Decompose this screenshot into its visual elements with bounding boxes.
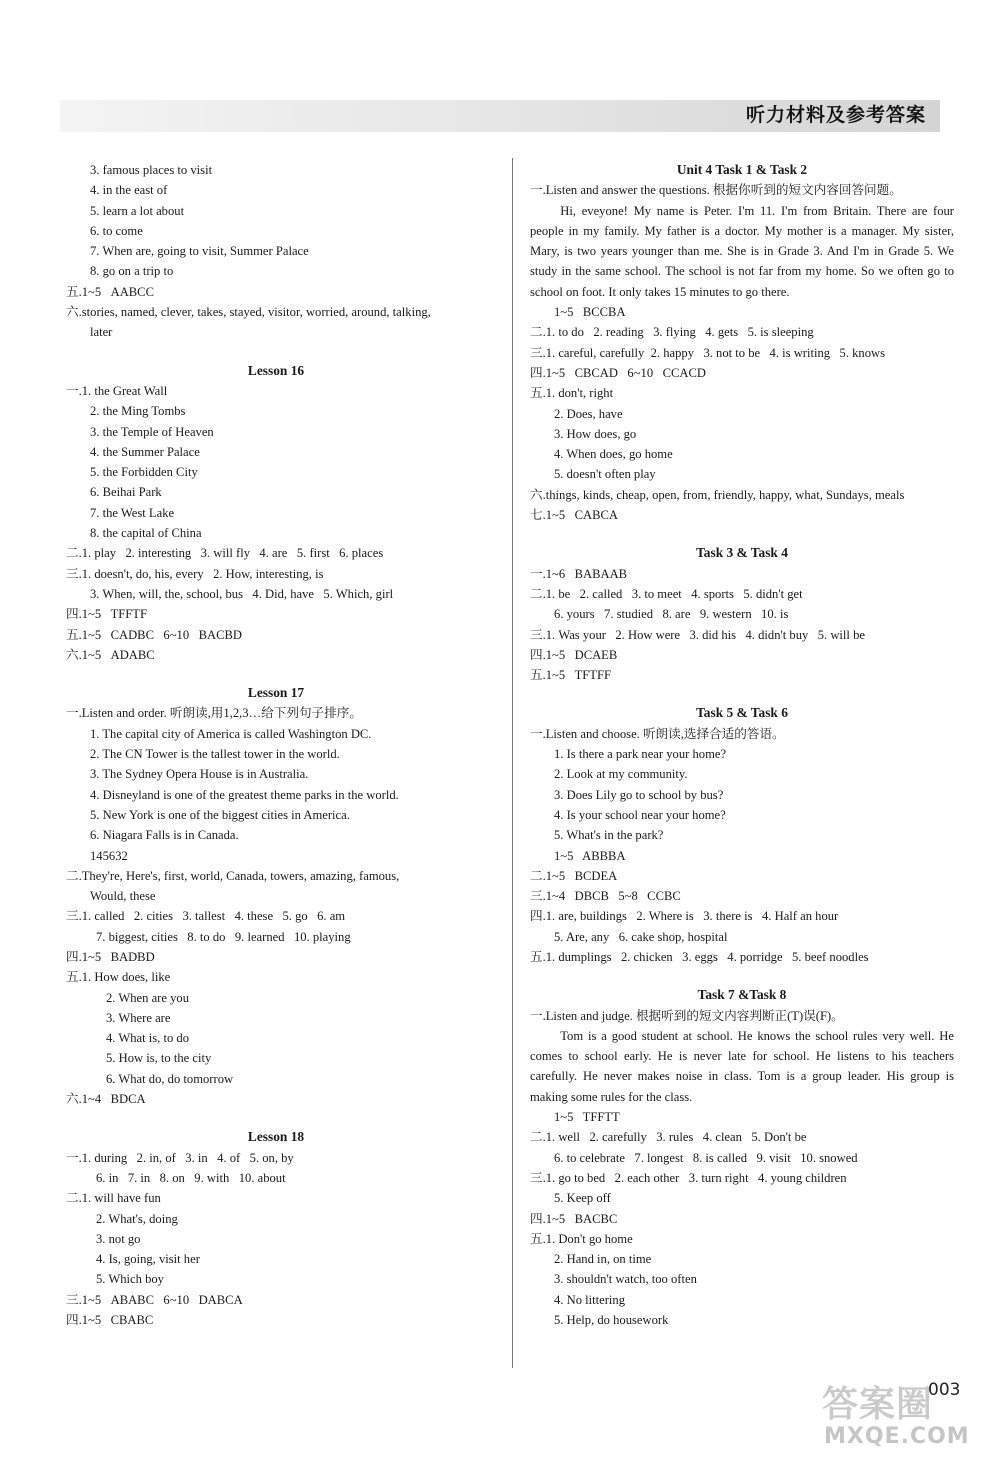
answer-line: 四.1~5 CBABC (66, 1313, 154, 1328)
answer-line: 四.1~5 DCAEB (530, 647, 618, 662)
spacer (66, 1109, 486, 1127)
answer-line: 一.1. the Great Wall (66, 383, 168, 398)
answer-line: 7. the West Lake (90, 505, 175, 520)
answer-line: 2. the Ming Tombs (90, 404, 186, 419)
passage-paragraph: Hi, eveyone! My name is Peter. I'm 11. I'm from Britain. There are four people in my family. My father is a doctor. My mother is a manager. My sister, Mary, is two years younger than me. She is in Grade 3. And I'm in Grade 5. We study in the same school. The school is not far from my home. So we often go to school on foot. It only takes 15 minutes to go there. (530, 203, 954, 299)
answer-line: 3. How does, go (554, 426, 637, 441)
answer-line: 5. Keep off (554, 1191, 611, 1206)
answer-line: 三.1. careful, carefully 2. happy 3. not to be 4. is writing 5. knows (530, 345, 886, 360)
answer-line: 4. What is, to do (106, 1031, 190, 1046)
answer-line: 5. New York is one of the biggest cities in America. (90, 807, 350, 822)
answer-line: 五.1~5 CADBC 6~10 BACBD (66, 627, 242, 642)
answer-line: 二.1. to do 2. reading 3. flying 4. gets 5. is sleeping (530, 325, 814, 340)
section-heading: Task 3 & Task 4 (696, 545, 788, 561)
answer-line: 1~5 BCCBA (554, 305, 626, 320)
answer-line: 六.1~4 BDCA (66, 1092, 146, 1107)
answer-line: 四.1~5 TFFTF (66, 607, 147, 622)
answer-line: 五.1. dumplings 2. chicken 3. eggs 4. porridge 5. beef noodles (530, 949, 869, 964)
answer-line: 6. Beihai Park (90, 485, 162, 500)
answer-line: 六.things, kinds, cheap, open, from, friendly, happy, what, Sundays, meals (530, 487, 905, 502)
answer-line: 六.stories, named, clever, takes, stayed, visitor, worried, around, talking, (66, 305, 431, 320)
answer-line: 6. to celebrate 7. longest 8. is called 9. visit 10. snowed (554, 1150, 858, 1165)
answer-line: 二.1. will have fun (66, 1191, 161, 1206)
section-heading: Task 7 &Task 8 (697, 987, 787, 1003)
answer-line: 3. shouldn't watch, too often (554, 1272, 697, 1287)
answer-line: 3. the Temple of Heaven (90, 424, 214, 439)
passage-paragraph: Tom is a good student at school. He knows the school rules very well. He comes to school early. He is never late for school. He listens to his teachers carefully. He never makes noise in class. Tom is a group leader. His group is making some rules for the class. (530, 1028, 954, 1104)
answer-line: 2. Look at my community. (554, 767, 688, 782)
answer-line: later (90, 325, 113, 340)
page-header-title: 听力材料及参考答案 (745, 104, 926, 126)
watermark-url: MXQE.COM (824, 1424, 970, 1449)
answer-line: 三.1. called 2. cities 3. tallest 4. these 5. go 6. am (66, 909, 346, 924)
section-heading: Lesson 16 (247, 362, 305, 378)
answer-line: 3. not go (96, 1231, 141, 1246)
answer-line: 4. When does, go home (554, 447, 673, 462)
answer-line: 4. the Summer Palace (90, 444, 200, 459)
answer-line: 4. Is, going, visit her (96, 1252, 200, 1267)
spacer (530, 685, 954, 703)
answer-line: 二.They're, Here's, first, world, Canada, towers, amazing, famous, (66, 868, 400, 883)
answer-line: 二.1. play 2. interesting 3. will fly 4. are 5. first 6. places (66, 546, 384, 561)
answer-line: 145632 (90, 848, 128, 863)
answer-line: 2. Does, have (554, 406, 623, 421)
answer-line: 6. What do, do tomorrow (106, 1071, 234, 1086)
section-heading: Lesson 17 (247, 685, 305, 701)
page-number: 003 (928, 1380, 961, 1400)
answer-line: 3. Does Lily go to school by bus? (554, 787, 724, 802)
watermark-logo: 答案圈 (822, 1384, 934, 1425)
answer-line: 1. Is there a park near your home? (554, 747, 727, 762)
answer-line: 3. famous places to visit (90, 163, 213, 177)
answer-line: 6. Niagara Falls is in Canada. (90, 828, 239, 843)
answer-line: 三.1. go to bed 2. each other 3. turn right 4. young children (530, 1170, 847, 1185)
answer-line: 三.1~5 ABABC 6~10 DABCA (66, 1292, 243, 1307)
answer-line: 6. to come (90, 223, 143, 238)
answer-line: 六.1~5 ADABC (66, 647, 155, 662)
answer-line: 1~5 TFFTT (554, 1110, 620, 1125)
answer-line: 2. Hand in, on time (554, 1252, 652, 1267)
column-divider (512, 158, 513, 1368)
answer-line: 五.1~5 TFTFF (530, 668, 611, 683)
answer-line: 4. Is your school near your home? (554, 807, 726, 822)
answer-line: 8. go on a trip to (90, 264, 174, 279)
answer-line: 一.Listen and order. 听朗读,用1,2,3…给下列句子排序。 (66, 706, 362, 721)
answer-line: 四.1~5 CBCAD 6~10 CCACD (530, 365, 706, 380)
section-heading: Unit 4 Task 1 & Task 2 (676, 162, 808, 177)
answer-line: 四.1. are, buildings 2. Where is 3. there is 4. Half an hour (530, 909, 839, 924)
answer-line: 五.1. don't, right (530, 386, 614, 401)
answer-line: 3. Where are (106, 1010, 171, 1025)
spacer (530, 967, 954, 985)
answer-line: 五.1. Don't go home (530, 1231, 633, 1246)
answer-line: 4. in the east of (90, 183, 168, 198)
answer-line: 6. in 7. in 8. on 9. with 10. about (96, 1170, 286, 1185)
answer-line: 3. When, will, the, school, bus 4. Did, have 5. Which, girl (90, 586, 394, 601)
answer-line: 三.1. doesn't, do, his, every 2. How, interesting, is (66, 566, 324, 581)
spacer (66, 665, 486, 683)
answer-line: 七.1~5 CABCA (530, 508, 618, 523)
right-column (530, 160, 954, 1330)
answer-line: 一.Listen and answer the questions. 根据你听到的短文内容回答问题。 (530, 183, 902, 198)
answer-line: 三.1~4 DBCB 5~8 CCBC (530, 889, 681, 904)
answer-line: 5. Help, do housework (554, 1313, 669, 1328)
answer-line: 二.1. be 2. called 3. to meet 4. sports 5. didn't get (530, 586, 803, 601)
answer-line: 5. How is, to the city (106, 1051, 212, 1066)
answer-line: 一.Listen and judge. 根据听到的短文内容判断正(T)误(F)。 (530, 1008, 844, 1023)
answer-line: 五.1~5 AABCC (66, 284, 154, 299)
left-column (66, 160, 486, 1330)
answer-line: 5. the Forbidden City (90, 465, 198, 480)
answer-line: 一.1~6 BABAAB (530, 566, 628, 581)
spacer (530, 525, 954, 543)
answer-line: 四.1~5 BACBC (530, 1211, 618, 1226)
answer-line: 2. When are you (106, 990, 189, 1005)
answer-line: 5. learn a lot about (90, 203, 185, 218)
answer-line: 5. What's in the park? (554, 828, 664, 843)
answer-line: 一.Listen and choose. 听朗读,选择合适的答语。 (530, 726, 785, 741)
answer-line: 一.1. during 2. in, of 3. in 4. of 5. on, by (66, 1150, 294, 1165)
answer-line: 4. Disneyland is one of the greatest theme parks in the world. (90, 787, 399, 802)
answer-line: 2. The CN Tower is the tallest tower in the world. (90, 747, 340, 762)
answer-line: 二.1. well 2. carefully 3. rules 4. clean 5. Don't be (530, 1130, 807, 1145)
answer-line: 4. No littering (554, 1292, 626, 1307)
answer-line: 7. When are, going to visit, Summer Palace (90, 244, 309, 259)
answer-line: 6. yours 7. studied 8. are 9. western 10. is (554, 607, 789, 622)
answer-line: 3. The Sydney Opera House is in Australia. (90, 767, 309, 782)
answer-line: Would, these (90, 889, 156, 904)
answer-line: 5. doesn't often play (554, 467, 656, 482)
answer-line: 2. What's, doing (96, 1211, 178, 1226)
answer-line: 1. The capital city of America is called Washington DC. (90, 726, 372, 741)
section-heading: Task 5 & Task 6 (696, 705, 788, 721)
section-heading: Lesson 18 (247, 1129, 305, 1145)
answer-line: 五.1. How does, like (66, 970, 171, 985)
answer-line: 5. Which boy (96, 1272, 164, 1287)
watermark (822, 1376, 987, 1454)
answer-line: 三.1. Was your 2. How were 3. did his 4. didn't buy 5. will be (530, 627, 865, 642)
answer-line: 1~5 ABBBA (554, 848, 626, 863)
answer-line: 二.1~5 BCDEA (530, 868, 618, 883)
answer-line: 四.1~5 BADBD (66, 949, 155, 964)
spacer (66, 343, 486, 361)
answer-line: 8. the capital of China (90, 526, 202, 541)
answer-line: 5. Are, any 6. cake shop, hospital (554, 929, 728, 944)
answer-line: 7. biggest, cities 8. to do 9. learned 10. playing (96, 929, 351, 944)
